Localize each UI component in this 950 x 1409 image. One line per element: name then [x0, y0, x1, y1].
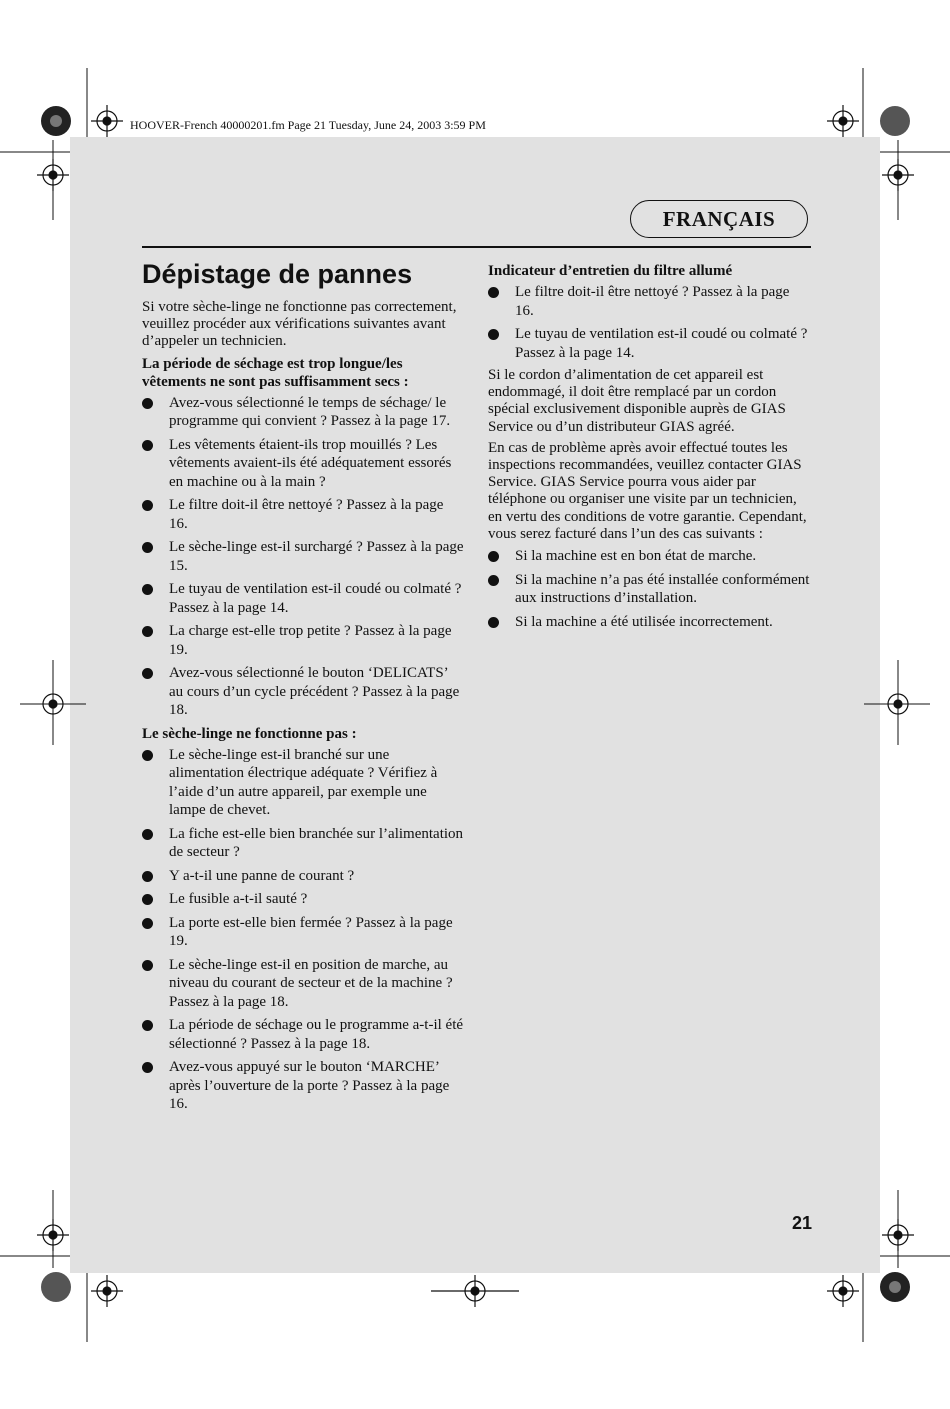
bullet-icon	[142, 542, 153, 553]
bullet-icon	[488, 575, 499, 586]
bullet-icon	[142, 1020, 153, 1031]
print-header-info: HOOVER-French 40000201.fm Page 21 Tuesday, June 24, 2003 3:59 PM	[130, 118, 486, 132]
bullet-icon	[142, 750, 153, 761]
list-item: Le sèche-linge est-il branché sur une alimentation électrique adéquate ? Vérifiez à l’aide d’un autre appareil, par exemple une lampe de chevet.	[142, 746, 465, 820]
service-paragraph: En cas de problème après avoir effectué toutes les inspections recommandées, veuillez contacter GIAS Service. GIAS Service pourra vous aider par téléphone ou organiser une visite par un technicien, en vertu des conditions de votre garantie. Cependant, vous serez facturé dans l’un des cas suivants :	[488, 439, 807, 542]
bullet-icon	[142, 1062, 153, 1073]
left-column	[142, 299, 465, 1119]
bullet-icon	[142, 894, 153, 905]
bullet-icon	[142, 960, 153, 971]
charged-cases-list	[488, 547, 811, 631]
bullet-icon	[142, 871, 153, 882]
bullet-icon	[142, 500, 153, 511]
page-title: Dépistage de pannes	[142, 259, 413, 289]
bullet-icon	[488, 287, 499, 298]
intro-paragraph: Si votre sèche-linge ne fonctionne pas correctement, veuillez procéder aux vérifications suivantes avant d’appeler un technicien.	[142, 299, 457, 350]
list-item: Avez-vous sélectionné le bouton ‘DELICATS’ au cours d’un cycle précédent ? Passez à la page 18.	[142, 664, 465, 720]
power-cord-paragraph: Si le cordon d’alimentation de cet appareil est endommagé, il doit être remplacé par un cordon spécial exclusivement disponible auprès de GIAS Service ou d’un distributeur GIAS agréé.	[488, 367, 786, 435]
list-item: Avez-vous sélectionné le temps de séchage/ le programme qui convient ? Passez à la page 17.	[142, 394, 465, 431]
list-item: Le filtre doit-il être nettoyé ? Passez à la page 16.	[488, 283, 811, 320]
title-rule	[142, 246, 811, 248]
section-heading-filter-indicator: Indicateur d’entretien du filtre allumé	[488, 263, 733, 279]
language-tab: FRANÇAIS	[630, 200, 808, 238]
checklist-drying-time	[142, 394, 465, 720]
list-item: Le sèche-linge est-il en position de marche, au niveau du courant de secteur et de la machine ? Passez à la page 18.	[142, 956, 465, 1012]
section-heading-not-working: Le sèche-linge ne fonctionne pas :	[142, 725, 357, 742]
list-item: Le filtre doit-il être nettoyé ? Passez à la page 16.	[142, 496, 465, 533]
list-item: Les vêtements étaient-ils trop mouillés ? Les vêtements avaient-ils été adéquatement essorés en machine ou à la main ?	[142, 436, 465, 492]
bullet-icon	[142, 584, 153, 595]
right-column	[488, 262, 811, 636]
page-number: 21	[791, 1213, 812, 1233]
list-item: La charge est-elle trop petite ? Passez à la page 19.	[142, 622, 465, 659]
bullet-icon	[142, 626, 153, 637]
checklist-filter-indicator	[488, 283, 811, 362]
list-item: Le fusible a-t-il sauté ?	[142, 890, 465, 909]
list-item: Si la machine n’a pas été installée conformément aux instructions d’installation.	[488, 571, 811, 608]
bullet-icon	[142, 829, 153, 840]
list-item: La fiche est-elle bien branchée sur l’alimentation de secteur ?	[142, 825, 465, 862]
bullet-icon	[142, 918, 153, 929]
bullet-icon	[488, 617, 499, 628]
bullet-icon	[142, 398, 153, 409]
list-item: Le sèche-linge est-il surchargé ? Passez à la page 15.	[142, 538, 465, 575]
bullet-icon	[488, 329, 499, 340]
list-item: Y a-t-il une panne de courant ?	[142, 867, 465, 886]
list-item: Si la machine est en bon état de marche.	[488, 547, 811, 566]
list-item: Le tuyau de ventilation est-il coudé ou colmaté ? Passez à la page 14.	[488, 325, 811, 362]
bullet-icon	[142, 668, 153, 679]
list-item: Avez-vous appuyé sur le bouton ‘MARCHE’ après l’ouverture de la porte ? Passez à la page 16.	[142, 1058, 465, 1114]
bullet-icon	[142, 440, 153, 451]
list-item: La période de séchage ou le programme a-t-il été sélectionné ? Passez à la page 18.	[142, 1016, 465, 1053]
list-item: Si la machine a été utilisée incorrectement.	[488, 613, 811, 632]
list-item: La porte est-elle bien fermée ? Passez à la page 19.	[142, 914, 465, 951]
checklist-not-working	[142, 746, 465, 1114]
section-heading-drying-time: La période de séchage est trop longue/les vêtements ne sont pas suffisamment secs :	[142, 355, 409, 390]
bullet-icon	[488, 551, 499, 562]
list-item: Le tuyau de ventilation est-il coudé ou colmaté ? Passez à la page 14.	[142, 580, 465, 617]
